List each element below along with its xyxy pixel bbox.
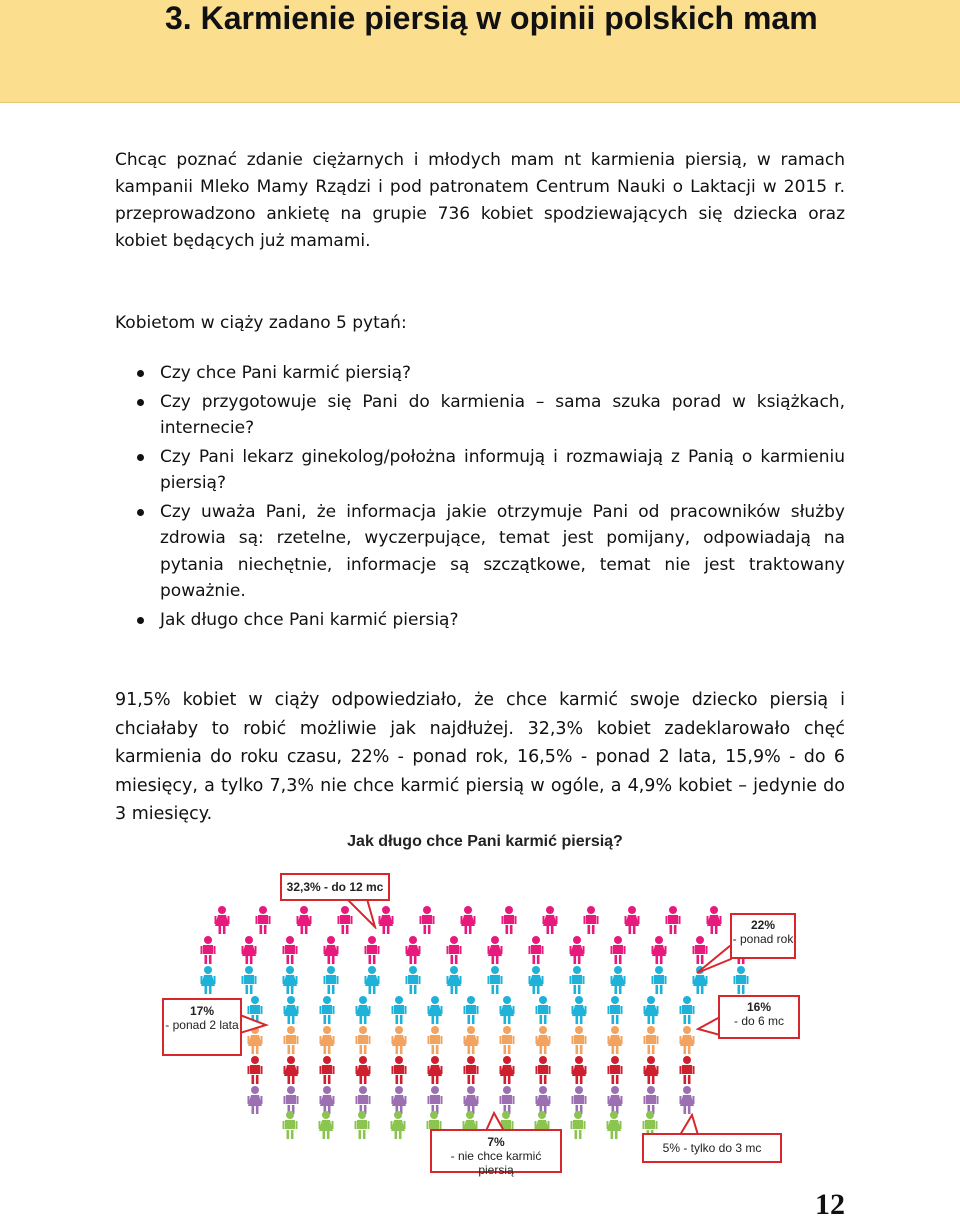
person-icon <box>428 996 443 1024</box>
person-icon <box>608 1086 623 1114</box>
person-icon <box>447 966 462 994</box>
person-icon <box>707 906 722 934</box>
summary-paragraph: 91,5% kobiet w ciąży odpowiedziało, że chce karmić swoje dziecko piersią i chciałaby to robić możliwie jak najdłużej. 32,3% kobiet zadeklarowało chęć karmienia do roku czasu, 22% - ponad rok, 16,5% - ponad 2 lata, 15,9% - do 6 miesięcy, a tylko 7,3% nie chce karmić piersią w ogóle, a 4,9% kobiet – jedynie do 3 miesięcy. <box>115 690 845 824</box>
question-item: Czy Pani lekarz ginekolog/położna informują i rozmawiają z Panią o karmieniu piersią? <box>115 444 845 497</box>
person-icon <box>242 936 257 964</box>
person-icon <box>680 1026 695 1054</box>
callout-pct: 16% <box>746 1000 772 1014</box>
person-icon <box>644 1086 659 1114</box>
person-icon <box>571 1111 586 1139</box>
person-icon <box>283 936 298 964</box>
person-icon <box>652 966 667 994</box>
person-icon <box>406 966 421 994</box>
person-icon <box>608 1026 623 1054</box>
chart-title: Jak długo chce Pani karmić piersią? <box>347 833 623 850</box>
person-icon <box>355 1111 370 1139</box>
question-item: Czy uważa Pani, że informacja jakie otrzymuje Pani od pracowników służby zdrowia są: rzetelne, wyczerpujące, temat jest pomijany, odpowiadają na pytania niechętnie, informacje są szczątkowe, temat nie jest traktowany poważnie. <box>115 499 845 605</box>
person-icon <box>543 906 558 934</box>
person-icon <box>248 1056 263 1084</box>
person-icon <box>570 966 585 994</box>
page-title: 3. Karmienie piersią w opinii polskich mam <box>165 0 818 36</box>
person-icon <box>625 906 640 934</box>
person-icon <box>201 966 216 994</box>
callout-pct: 7% <box>487 1135 505 1149</box>
person-icon <box>572 1056 587 1084</box>
person-icon <box>320 1086 335 1114</box>
person-icon <box>365 936 380 964</box>
infographic <box>150 825 820 1195</box>
person-icon <box>529 936 544 964</box>
person-icon <box>572 1086 587 1114</box>
page-number: 12 <box>815 1188 845 1221</box>
person-icon <box>680 1056 695 1084</box>
person-icon <box>500 1086 515 1114</box>
person-icon <box>428 1056 443 1084</box>
person-icon <box>256 906 271 934</box>
questions-list <box>115 360 845 635</box>
person-icon <box>536 1056 551 1084</box>
person-icon <box>392 1026 407 1054</box>
person-icon <box>607 1111 622 1139</box>
person-icon <box>284 1056 299 1084</box>
person-icon <box>536 1026 551 1054</box>
person-icon <box>500 1026 515 1054</box>
person-icon <box>356 1056 371 1084</box>
person-icon <box>529 966 544 994</box>
person-icon <box>502 906 517 934</box>
questions-lead: Kobietom w ciąży zadano 5 pytań: <box>115 313 407 333</box>
person-icon <box>365 966 380 994</box>
callout-nie-chce <box>430 1129 562 1177</box>
callout-label: - nie chce karmić piersią <box>450 1149 542 1177</box>
person-icon <box>428 1086 443 1114</box>
person-icon <box>570 936 585 964</box>
person-icon <box>608 1056 623 1084</box>
person-icon <box>464 1026 479 1054</box>
person-icon <box>420 906 435 934</box>
person-icon <box>320 996 335 1024</box>
person-icon <box>297 906 312 934</box>
person-icon <box>680 1086 695 1114</box>
person-icon <box>283 966 298 994</box>
person-icon <box>572 1026 587 1054</box>
callout-pointer <box>345 899 385 929</box>
person-icon <box>320 1026 335 1054</box>
person-icon <box>611 966 626 994</box>
person-icon <box>392 1056 407 1084</box>
person-icon <box>536 1086 551 1114</box>
callout-pointer <box>240 1013 270 1043</box>
person-icon <box>391 1111 406 1139</box>
person-icon <box>324 936 339 964</box>
callout-label: - do 6 mc <box>733 1014 784 1028</box>
person-icon <box>680 996 695 1024</box>
callout-pct: 32,3% - do 12 mc <box>286 880 384 894</box>
person-icon <box>392 1086 407 1114</box>
callout-do-12-mc <box>280 873 390 901</box>
person-icon <box>356 1026 371 1054</box>
person-icon <box>356 996 371 1024</box>
person-icon <box>447 936 462 964</box>
person-icon <box>248 1086 263 1114</box>
person-icon <box>284 996 299 1024</box>
person-icon <box>500 996 515 1024</box>
person-icon <box>611 936 626 964</box>
person-icon <box>464 1056 479 1084</box>
person-icon <box>644 1026 659 1054</box>
person-icon <box>488 966 503 994</box>
person-icon <box>284 1086 299 1114</box>
callout-label: 5% - tylko do 3 mc <box>662 1141 762 1155</box>
person-icon <box>644 1056 659 1084</box>
callout-do-6-mc <box>718 995 800 1039</box>
person-icon <box>201 936 216 964</box>
person-icon <box>283 1111 298 1139</box>
person-icon <box>324 966 339 994</box>
person-icon <box>500 1056 515 1084</box>
callout-do-3-mc <box>642 1133 782 1163</box>
person-icon <box>464 1086 479 1114</box>
person-icon <box>464 996 479 1024</box>
person-icon <box>242 966 257 994</box>
person-icon <box>284 1026 299 1054</box>
person-icon <box>406 936 421 964</box>
callout-ponad-rok <box>730 913 796 959</box>
callout-label: - ponad 2 lata <box>165 1018 239 1032</box>
question-item: Jak długo chce Pani karmić piersią? <box>115 607 845 634</box>
person-icon <box>652 936 667 964</box>
person-icon <box>319 1111 334 1139</box>
person-icon <box>644 996 659 1024</box>
person-icon <box>536 996 551 1024</box>
question-item: Czy chce Pani karmić piersią? <box>115 360 845 387</box>
intro-paragraph: Chcąc poznać zdanie ciężarnych i młodych mam nt karmienia piersią, w ramach kampanii Mleko Mamy Rządzi i pod patronatem Centrum Nauki o Laktacji w 2015 r. przeprowadzono ankietę na grupie 736 kobiet spodziewających się dziecka oraz kobiet będących już mamami. <box>115 150 845 251</box>
question-item: Czy przygotowuje się Pani do karmienia – sama szuka porad w książkach, internecie? <box>115 389 845 442</box>
person-icon <box>488 936 503 964</box>
callout-label: - ponad rok <box>732 932 794 946</box>
person-icon <box>461 906 476 934</box>
person-icon <box>392 996 407 1024</box>
person-icon <box>572 996 587 1024</box>
person-icon <box>584 906 599 934</box>
callout-ponad-2-lata <box>162 998 242 1056</box>
person-icon <box>356 1086 371 1114</box>
person-icon <box>320 1056 335 1084</box>
callout-pct: 22% <box>750 918 776 932</box>
callout-pct: 17% <box>189 1004 215 1018</box>
person-icon <box>666 906 681 934</box>
person-icon <box>608 996 623 1024</box>
person-icon <box>428 1026 443 1054</box>
person-icon <box>215 906 230 934</box>
